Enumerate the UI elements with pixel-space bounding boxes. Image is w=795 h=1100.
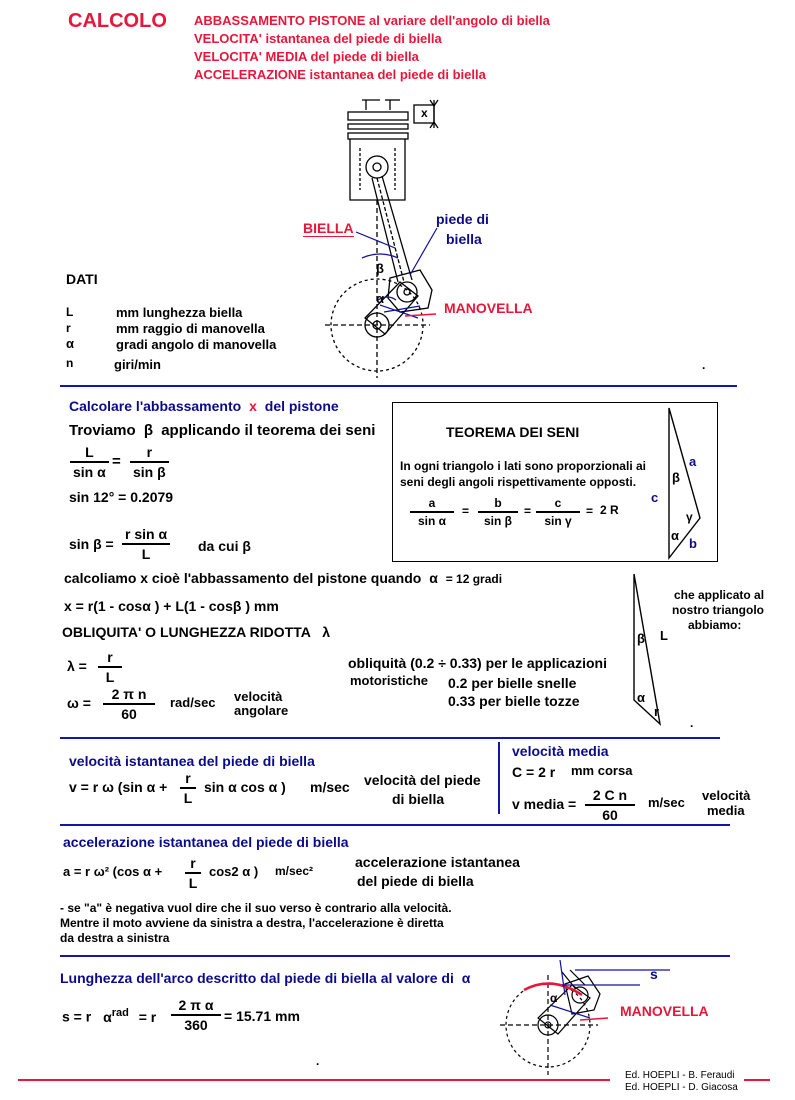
teorema-eq-3: = [586, 504, 594, 518]
alpha-diagram-label: α [376, 291, 384, 306]
arco-alpha-rad: α [103, 1008, 112, 1025]
applicato-alpha: α [637, 690, 645, 705]
sinb-lhs: sin β = [69, 536, 114, 552]
piede-di-label: piede di [436, 211, 489, 227]
footer-credit-2: Ed. HOEPLI - D. Giacosa [625, 1082, 738, 1093]
arco-rhs: = 15.71 mm [224, 1008, 300, 1024]
tri-a: a [689, 454, 697, 469]
frac-den: sin α [73, 463, 106, 480]
tri-beta: β [672, 470, 680, 485]
dati-sym-alpha: α [66, 336, 74, 351]
vm-lhs: v media = [512, 796, 577, 812]
header-line-4: ACCELERAZIONE istantanea del piede di biella [194, 67, 486, 82]
arco-manovella: MANOVELLA [620, 1003, 709, 1019]
accel-unit: m/sec² [275, 864, 314, 878]
troviamo-end: applicando il teorema dei seni [161, 422, 376, 439]
frac-num: r [107, 649, 113, 665]
frac-den: 360 [184, 1016, 208, 1033]
accel-note-3: da destra a sinistra [60, 931, 170, 945]
arco-title-text: Lunghezza dell'arco descritto dal piede di biella al valore di [60, 970, 454, 986]
beta-diagram-label: β [376, 261, 384, 276]
dati-sym-r: r [66, 321, 71, 335]
lambda-lhs: λ = [67, 658, 87, 674]
dot-mark-2: . [690, 716, 694, 730]
footer-line-left [18, 1079, 610, 1081]
obliquita-desc-3: 0.2 per bielle snelle [448, 675, 577, 691]
da-cui: da cui β [198, 538, 251, 554]
teorema-rhs: 2 R [600, 503, 619, 517]
header-line-2: VELOCITA' istantanea del piede di biella [194, 31, 442, 46]
calcoliamo-alpha-val: = 12 gradi [445, 572, 503, 586]
frac-num: c [554, 496, 562, 510]
velocita-lhs: v = r ω (sin α + [69, 779, 168, 795]
c-formula: C = 2 r [512, 764, 556, 780]
frac-den: L [183, 789, 193, 806]
frac-den: L [188, 874, 198, 891]
sin12-value: sin 12° = 0.2079 [69, 489, 174, 505]
teorema-text-2: seni degli angoli rispettivamente opposti. [400, 475, 637, 489]
applicato-r: r [654, 704, 660, 719]
frac-num: 2 C n [592, 787, 628, 803]
arco-title-alpha: α [461, 970, 471, 986]
footer-line-right [744, 1079, 770, 1081]
vm-unit: m/sec [648, 795, 685, 810]
frac-num: r sin α [125, 526, 168, 542]
velocita-unit: m/sec [310, 779, 350, 795]
x-formula: x = r(1 - cosα ) + L(1 - cosβ ) mm [64, 598, 279, 614]
omega-unit: rad/sec [170, 695, 216, 710]
tri-alpha: α [671, 528, 679, 543]
frac-den: 60 [121, 705, 137, 722]
applicato-3: abbiamo: [688, 618, 742, 632]
dot-mark-3: . [316, 1054, 320, 1068]
accel-note-2: Mentre il moto avviene da sinistra a destra, l'accelerazione è diretta [60, 916, 444, 930]
frac-den: sin β [133, 463, 166, 480]
applicato-L: L [660, 628, 668, 643]
calcoliamo-text: calcoliamo x cioè l'abbassamento del pistone quando [64, 570, 422, 586]
velocita-title: velocità istantanea del piede di biella [69, 753, 315, 769]
teorema-text-1: In ogni triangolo i lati sono proporzionali ai [400, 459, 646, 473]
dati-desc-r: mm raggio di manovella [116, 321, 265, 336]
frac-den: L [141, 545, 151, 562]
c-unit: mm corsa [571, 763, 633, 778]
frac-den: sin γ [544, 513, 572, 528]
tri-gamma: γ [686, 510, 693, 524]
vel-ang-2: angolare [234, 703, 289, 718]
dati-sym-L: L [66, 305, 74, 319]
tri-b: b [689, 536, 697, 551]
footer-credit-1: Ed. HOEPLI - B. Feraudi [625, 1070, 735, 1081]
accel-rhs: cos2 α ) [209, 864, 259, 879]
obliquita-desc-2: motoristiche [350, 673, 429, 688]
calcoliamo-alpha: α [429, 570, 438, 586]
teorema-eq-1: = [462, 504, 470, 518]
arco-eq: = r [138, 1008, 157, 1025]
frac-den: sin α [417, 513, 447, 528]
frac-num: r [146, 444, 153, 460]
arco-rad: rad [111, 1007, 129, 1019]
tri-c: c [651, 490, 659, 505]
vm-desc-1: velocità [702, 788, 751, 803]
frac-num: 2 π α [178, 997, 214, 1013]
dati-desc-alpha: gradi angolo di manovella [116, 337, 277, 352]
frac-den: L [105, 668, 115, 685]
frac-num: a [428, 496, 436, 510]
arco-lhs-text: s = r [62, 1008, 92, 1025]
vm-desc-2: media [707, 803, 745, 818]
biella-label: BIELLA [303, 220, 354, 236]
accel-title: accelerazione istantanea del piede di biella [63, 834, 349, 850]
frac-num: r [190, 855, 196, 871]
accel-note-1: - se "a" è negativa vuol dire che il suo verso è contrario alla velocità. [60, 901, 452, 915]
frac-den: sin β [484, 513, 512, 528]
dot-mark: . [702, 358, 706, 372]
dati-desc-n: giri/min [114, 357, 161, 372]
velocita-desc-1: velocità del piede [364, 772, 481, 788]
x-label: x [421, 106, 428, 120]
omega-lhs: ω = [67, 695, 91, 711]
section1-title-end: del pistone [264, 398, 339, 414]
troviamo-beta: β [143, 422, 154, 439]
page-title: CALCOLO [68, 10, 167, 32]
dati-title: DATI [66, 271, 98, 287]
dati-desc-L: mm lunghezza biella [116, 305, 243, 320]
obliquita-desc-1: obliquità (0.2 ÷ 0.33) per le applicazioni [348, 655, 607, 671]
media-title: velocità media [512, 743, 609, 759]
vel-ang-1: velocità [234, 689, 283, 704]
frac-den: 60 [602, 806, 618, 823]
s-label: s [650, 966, 658, 982]
piede-biella-label: biella [446, 231, 482, 247]
arco-alpha-small: α [550, 991, 558, 1005]
applicato-1: che applicato al [674, 588, 765, 602]
dati-sym-n: n [66, 356, 74, 370]
obliquita-lambda: λ [322, 624, 330, 640]
troviamo-text: Troviamo [69, 422, 136, 439]
applicato-2: nostro triangolo [672, 603, 764, 617]
obliquita-desc-4: 0.33 per bielle tozze [448, 693, 580, 709]
applicato-beta: β [637, 631, 645, 646]
accel-desc-2: del piede di biella [357, 873, 474, 889]
velocita-rhs: sin α cos α ) [204, 779, 286, 795]
frac-num: r [185, 770, 191, 786]
velocita-desc-2: di biella [392, 791, 445, 807]
section1-title-text: Calcolare l'abbassamento [69, 398, 242, 414]
accel-lhs: a = r ω² (cos α + [63, 864, 163, 879]
accel-desc-1: accelerazione istantanea [355, 854, 520, 870]
frac-num: L [85, 444, 94, 460]
teorema-title: TEOREMA DEI SENI [446, 424, 580, 440]
section1-title-x: x [249, 398, 257, 414]
header-line-1: ABBASSAMENTO PISTONE al variare dell'angolo di biella [194, 13, 550, 28]
manovella-label: MANOVELLA [444, 300, 533, 316]
frac-num: b [494, 496, 502, 510]
sine-eq: = [112, 453, 121, 470]
teorema-eq-2: = [524, 504, 532, 518]
obliquita-text: OBLIQUITA' O LUNGHEZZA RIDOTTA [62, 624, 311, 640]
frac-num: 2 π n [111, 686, 147, 702]
header-line-3: VELOCITA' MEDIA del piede di biella [194, 49, 419, 64]
